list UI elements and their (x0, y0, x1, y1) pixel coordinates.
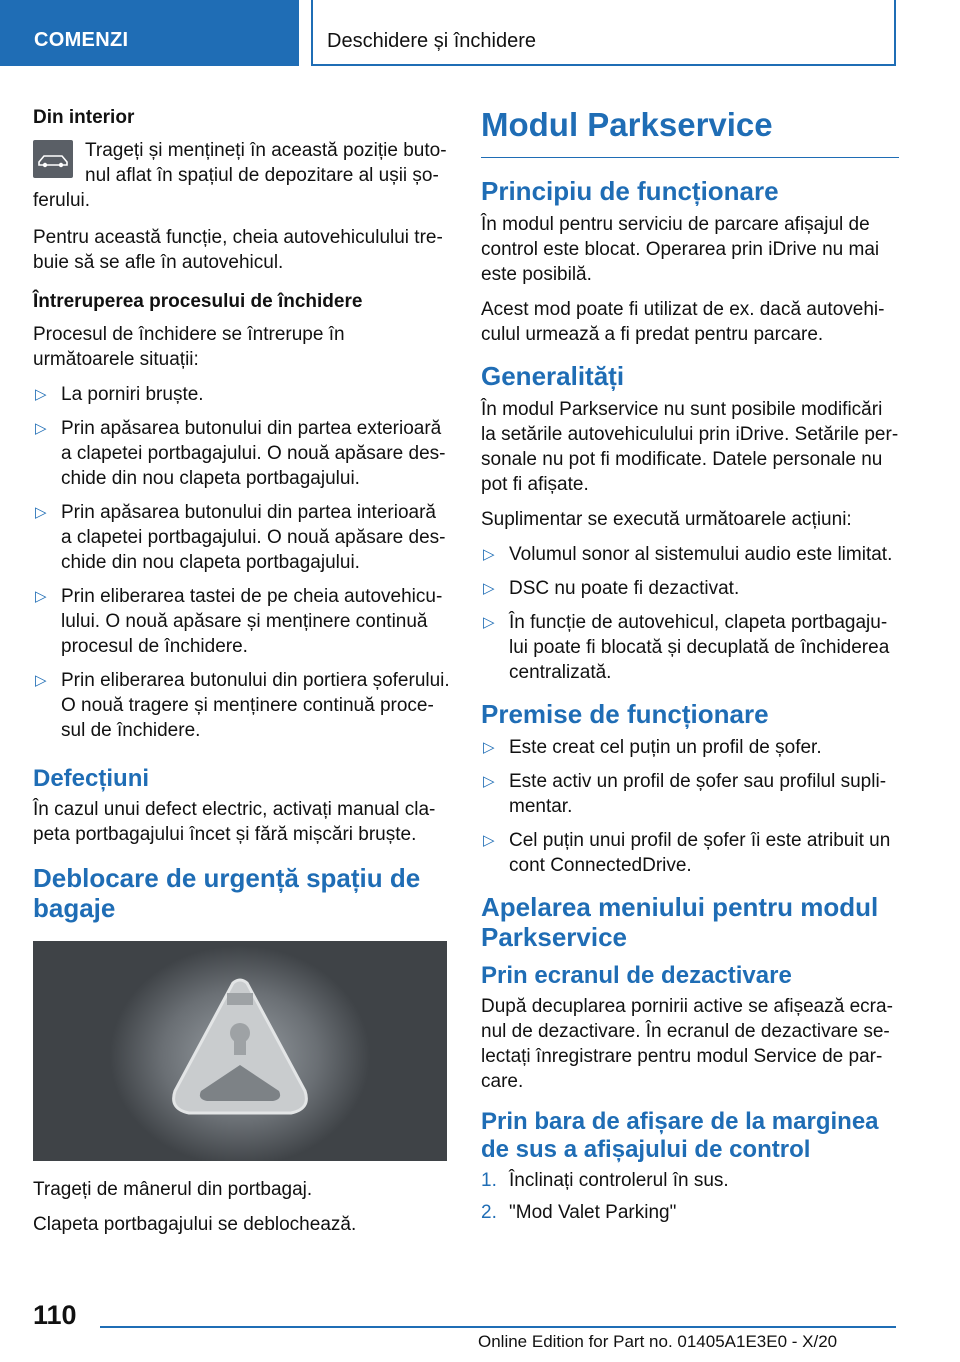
trunk-handle-photo (33, 941, 447, 1161)
triangle-right-icon: ▷ (483, 546, 495, 563)
footer-divider (100, 1326, 896, 1328)
list-item: ▷ La porniri bruște. (35, 384, 204, 405)
triangle-right-icon: ▷ (35, 504, 47, 521)
page-number: 110 (33, 1300, 77, 1330)
icon-paragraph (33, 138, 451, 213)
icon-text-line-2: nul aflat în spațiul de depozitare al ușii șo- (85, 165, 439, 186)
paragraph-defects: În cazul unui defect electric, activați manual clapeta portbagajului încet și fără mișcări bruște. (33, 799, 436, 845)
heading-menu: Apelarea meniului pentru modul Parkservice (481, 892, 879, 952)
heading-principle: Principiu de funcționare (481, 176, 779, 206)
triangle-right-icon: ▷ (483, 580, 495, 597)
icon-text-line-3: ferului. (33, 190, 91, 211)
list-item: ▷ Este activ un profil de șofer sau profilul suplimentar. (483, 771, 887, 817)
paragraph-via-screen: După decuplarea pornirii active se afișează ecranul de dezactivare. În ecranul de dezactivare selectați înregistrare pentru modul Service de parcare. (481, 996, 893, 1092)
list-item: 2. "Mod Valet Parking" (481, 1202, 677, 1223)
heading-via-bar: Prin bara de afișare de la marginea de sus a afișajului de control (481, 1108, 879, 1163)
heading-defects: Defecțiuni (33, 765, 150, 792)
list-item: ▷ Cel puțin unui profil de șofer îi este atribuit un cont ConnectedDrive. (483, 830, 891, 876)
list-item: ▷ Volumul sonor al sistemului audio este limitat. (483, 544, 893, 565)
paragraph-pull-handle: Trageți de mânerul din portbagaj. (33, 1179, 313, 1200)
car-icon (33, 140, 73, 178)
premise-list (481, 735, 899, 878)
chapter-title: Deschidere și închidere (327, 30, 536, 52)
paragraph-principle-2: Acest mod poate fi utilizat de ex. dacă autovehiculul urmează a fi predat pentru parcare. (481, 299, 885, 345)
triangle-right-icon: ▷ (483, 832, 495, 849)
heading-via-screen: Prin ecranul de dezactivare (481, 962, 792, 989)
paragraph-principle-1: În modul pentru serviciu de parcare afișajul de control este blocat. Operarea prin iDrive nu mai este posibilă. (481, 214, 880, 285)
interrupt-list (33, 382, 451, 743)
section-tab (0, 0, 299, 66)
heading-parkservice: Modul Parkservice (481, 105, 899, 158)
list-item: ▷ În funcție de autovehicul, clapeta portbagajului poate fi blocată și decuplată de închiderea centralizată. (483, 612, 890, 683)
triangle-right-icon: ▷ (483, 773, 495, 790)
list-item: ▷ Prin apăsarea butonului din partea exterioară a clapetei portbagajului. O nouă apăsare deschide din nou clapeta portbagajului. (35, 418, 446, 489)
paragraph-general-1: În modul Parkservice nu sunt posibile modificări la setările autovehiculului prin iDrive. Setările personale nu pot fi modificate. Datele personale nu pot fi afișate. (481, 399, 899, 495)
paragraph-unlocked: Clapeta portbagajului se deblochează. (33, 1214, 357, 1235)
edition-note: Online Edition for Part no. 01405A1E3E0 - X/20 (478, 1332, 838, 1351)
list-item: ▷ Prin eliberarea tastei de pe cheia autovehiculului. O nouă apăsare și menținere continuă procesul de închidere. (35, 586, 443, 657)
list-item: ▷ Este creat cel puțin un profil de șofer. (483, 737, 822, 758)
list-item: ▷ Prin apăsarea butonului din partea interioară a clapetei portbagajului. O nouă apăsare deschide din nou clapeta portbagajului. (35, 502, 446, 573)
right-column (481, 105, 899, 1232)
heading-general: Generalități (481, 361, 625, 391)
icon-text-line-1: Trageți și mențineți în această poziție buto- (85, 140, 447, 161)
triangle-right-icon: ▷ (35, 672, 47, 689)
paragraph-key-required: Pentru această funcție, cheia autovehiculului trebuie să se afle în autovehicul. (33, 227, 443, 273)
steps-list (481, 1168, 899, 1225)
triangle-right-icon: ▷ (483, 739, 495, 756)
list-item: 1. Înclinați controlerul în sus. (481, 1170, 729, 1191)
subheading-interrupt: Întreruperea procesului de închidere (33, 291, 363, 312)
triangle-right-icon: ▷ (483, 614, 495, 631)
general-list (481, 542, 899, 685)
subheading-from-inside: Din interior (33, 107, 135, 128)
chapter-tab (311, 0, 896, 66)
list-item: ▷ Prin eliberarea butonului din portiera șoferului. O nouă tragere și menținere continuă procesul de închidere. (35, 670, 450, 741)
list-item: ▷ DSC nu poate fi dezactivat. (483, 578, 740, 599)
heading-emergency-unlock: Deblocare de urgență spațiu de bagaje (33, 863, 421, 923)
triangle-right-icon: ▷ (35, 386, 47, 403)
left-column (33, 105, 451, 1247)
paragraph-general-2: Suplimentar se execută următoarele acțiuni: (481, 509, 852, 530)
heading-premise: Premise de funcționare (481, 699, 769, 729)
paragraph-interrupt: Procesul de închidere se întrerupe în următoarele situații: (33, 324, 345, 370)
triangle-right-icon: ▷ (35, 588, 47, 605)
triangle-right-icon: ▷ (35, 420, 47, 437)
section-title: COMENZI (34, 29, 129, 51)
